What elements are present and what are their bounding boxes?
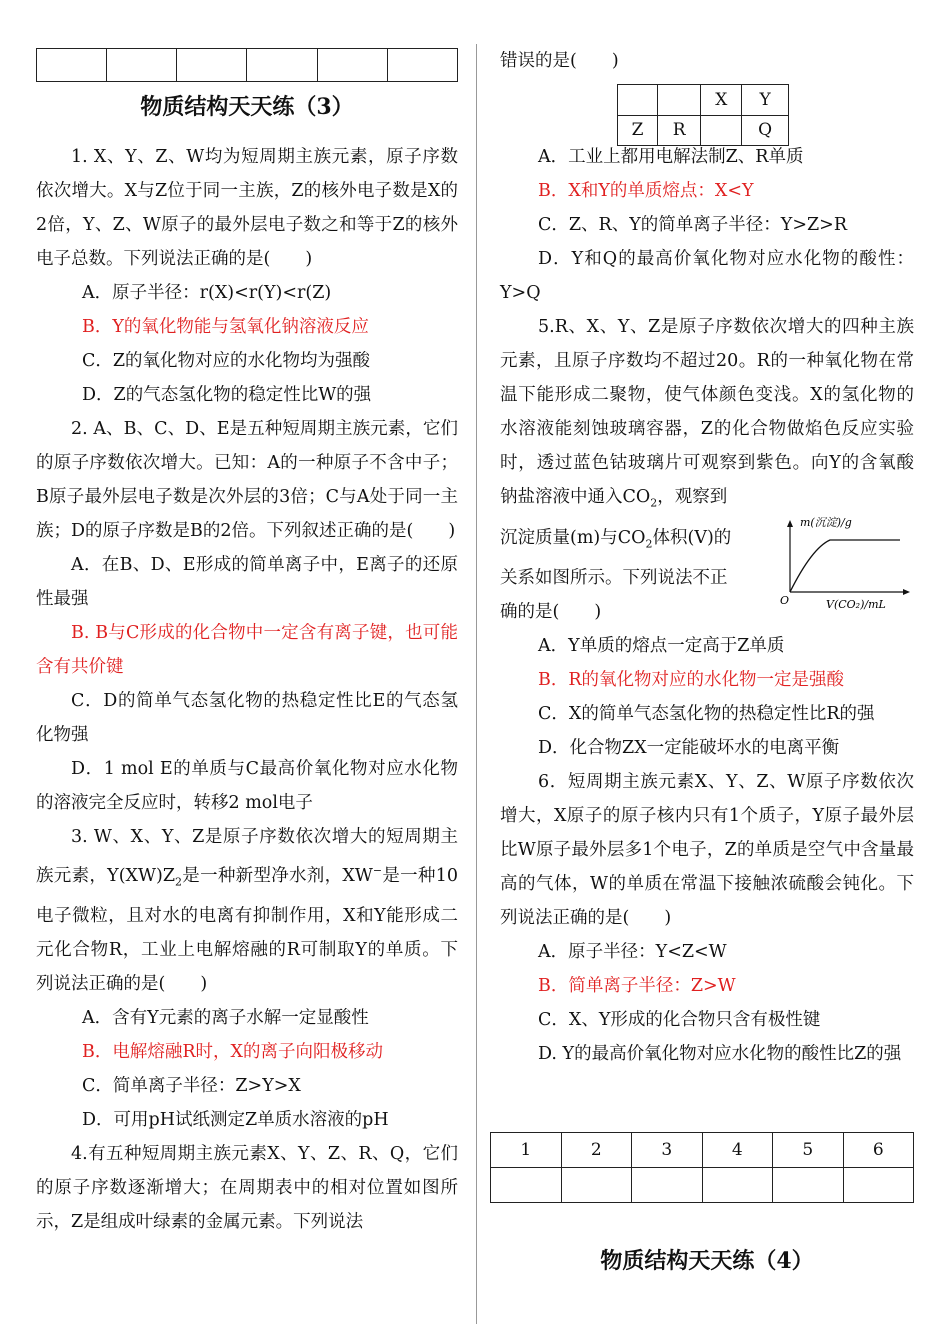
q4-option-d: D．Y和Q的最高价氧化物对应水化物的酸性：Y>Q: [500, 249, 914, 303]
q5-option-a: A．Y单质的熔点一定高于Z单质: [538, 636, 785, 656]
table-cell: Y: [742, 85, 789, 116]
q1-stem: 1. X、Y、Z、W均为短周期主族元素，原子序数依次增大。X与Z位于同一主族，Z的核外电子数是X的2倍，Y、Z、W原子的最外层电子数之和等于Z的核外电子总数。下列说法正确的是( ): [36, 147, 458, 269]
graph-y-label: m(沉淀)/g: [800, 516, 852, 529]
curve: [790, 540, 900, 592]
graph-x-label: V(CO₂)/mL: [826, 598, 886, 611]
table-cell: R: [658, 115, 701, 146]
q5-stem-part: 沉淀质量(m)与CO: [500, 527, 646, 548]
answer-cell[interactable]: [632, 1168, 703, 1203]
q3-stem-part: 是一种10电子微粒，且对水的电离有抑制作用，X和Y能形成二元化合物R，工业上电解熔融的R可制取Y的单质。下列说法正确的是( ): [36, 865, 458, 995]
grid-cell[interactable]: [107, 49, 177, 82]
table-cell: [658, 85, 701, 116]
q2-option-d: D．1 mol E的单质与C最高价氧化物对应水化物的溶液完全反应时，转移2 mol电子: [36, 759, 458, 813]
q3-stem-part: 3. W、X、Y、Z是原子序数依次增大的短周期主族元素，Y(XW)Z: [36, 827, 458, 886]
answer-cell[interactable]: [702, 1168, 773, 1203]
q6-option-d: D. Y的最高价氧化物对应水化物的酸性比Z的强: [538, 1044, 902, 1064]
q5-stem-part: 体积(V)的: [652, 527, 732, 548]
q3-subscript: 2: [174, 875, 182, 889]
section-title-4: 物质结构天天练（4）: [600, 1248, 814, 1274]
grid-cell[interactable]: [37, 49, 107, 82]
graph-svg: [778, 512, 914, 612]
answer-cell[interactable]: [561, 1168, 632, 1203]
answer-table: [490, 1132, 914, 1203]
q2-option-b: B. B与C形成的化合物中一定含有离子键，也可能含有共价键: [36, 623, 458, 677]
q5-option-d: D．化合物ZX一定能破坏水的电离平衡: [538, 738, 840, 758]
q2-option-c: C．D的简单气态氢化物的热稳定性比E的气态氢化物强: [36, 691, 458, 745]
q5-stem-line: [500, 521, 770, 562]
grid-cell[interactable]: [247, 49, 317, 82]
section-title-3: 物质结构天天练（3）: [140, 94, 354, 120]
q3-stem-part: 是一种新型净水剂，XW: [181, 865, 373, 886]
q3-option-a: A．含有Y元素的离子水解一定显酸性: [82, 1008, 369, 1029]
answer-cell[interactable]: [843, 1168, 914, 1203]
q1-option-d: D．Z的气态氢化物的稳定性比W的强: [82, 385, 372, 405]
q5-stem-line: 确的是( ): [500, 602, 602, 622]
q2-option-a: A．在B、D、E形成的简单离子中，E离子的还原性最强: [36, 555, 458, 609]
q5-stem: [500, 310, 914, 521]
q3-stem: [36, 820, 458, 1001]
column-divider: [476, 44, 477, 1324]
answer-header: 1: [491, 1133, 562, 1168]
answer-cell[interactable]: [773, 1168, 844, 1203]
q1-option-a: A．原子半径：r(X)<r(Y)<r(Z): [82, 283, 332, 303]
q5-subscript: 2: [650, 496, 658, 510]
q5-stem-wrap: [500, 521, 770, 630]
grid-cell[interactable]: [387, 49, 457, 82]
answer-header: 4: [702, 1133, 773, 1168]
q4-stem-right: 错误的是( ): [500, 51, 619, 71]
answer-header: 2: [561, 1133, 632, 1168]
answer-header: 3: [632, 1133, 703, 1168]
q6-option-c: C．X、Y形成的化合物只含有极性键: [538, 1010, 821, 1030]
q4-option-c: C．Z、R、Y的简单离子半径：Y>Z>R: [538, 215, 847, 235]
table-cell: [618, 85, 658, 116]
q1-option-c: C．Z的氧化物对应的水化物均为强酸: [82, 351, 371, 371]
q6-option-a: A．原子半径：Y<Z<W: [538, 942, 727, 962]
table-cell: Q: [742, 115, 789, 146]
q4-stem-left: 4.有五种短周期主族元素X、Y、Z、R、Q，它们的原子序数逐渐增大；在周期表中的相对位置如图所示，Z是组成叶绿素的金属元素。下列说法: [36, 1144, 458, 1233]
q4-option-b: B．X和Y的单质熔点：X<Y: [538, 181, 754, 201]
q5-subscript: 2: [645, 537, 653, 550]
q3-option-c: C．简单离子半径：Z>Y>X: [82, 1076, 301, 1097]
y-axis-arrow: [787, 520, 793, 527]
table-cell: Z: [618, 115, 658, 146]
q5-option-c: C．X的简单气态氢化物的热稳定性比R的强: [538, 704, 875, 724]
q6-stem: 6．短周期主族元素X、Y、Z、W原子序数依次增大，X原子的原子核内只有1个质子，Y原子最外层比W原子最外层多1个电子，Z的单质是空气中含量最高的气体，W的单质在常温下接触浓硫酸会钝化。下列说法正确的是( ): [500, 772, 914, 928]
q1-option-b: B．Y的氧化物能与氢氧化钠溶液反应: [82, 317, 369, 337]
q5-stem-part: 5.R、X、Y、Z是原子序数依次增大的四种主族元素，且原子序数均不超过20。R的一种氧化物在常温下能形成二聚物，使气体颜色变浅。X的氢化物的水溶液能刻蚀玻璃容器，Z的化合物做焰色反应实验时，透过蓝色钴玻璃片可观察到紫色。向Y的含氧酸钠盐溶液中通入CO: [500, 317, 914, 507]
q6-option-b: B．简单离子半径：Z>W: [538, 976, 736, 996]
q4-option-a: A．工业上都用电解法制Z、R单质: [538, 147, 804, 167]
grid-cell[interactable]: [177, 49, 247, 82]
q5-option-b: B．R的氧化物对应的水化物一定是强酸: [538, 670, 845, 690]
q3-superscript: −: [372, 864, 383, 877]
q3-option-b: B．电解熔融R时，X的离子向阳极移动: [82, 1042, 383, 1063]
graph-origin: O: [780, 594, 790, 607]
answer-cell[interactable]: [491, 1168, 562, 1203]
answer-header: 5: [773, 1133, 844, 1168]
q5-stem-part: ，观察到: [657, 487, 728, 507]
x-axis-arrow: [903, 589, 910, 595]
question-flow-left: [36, 140, 458, 1239]
q3-option-d: D．可用pH试纸测定Z单质水溶液的pH: [82, 1110, 389, 1131]
top-answer-grid: [36, 48, 458, 82]
q2-stem: 2. A、B、C、D、E是五种短周期主族元素，它们的原子序数依次增大。已知：A的一种原子不含中子；B原子最外层电子数是次外层的3倍；C与A处于同一主族；D的原子序数是B的2倍。下列叙述正确的是( ): [36, 419, 458, 541]
precipitate-graph: [778, 512, 914, 612]
q5-stem-line: 关系如图所示。下列说法不正: [500, 568, 728, 588]
periodic-position-table: [617, 84, 789, 146]
grid-cell[interactable]: [317, 49, 387, 82]
answer-header: 6: [843, 1133, 914, 1168]
table-cell: X: [701, 85, 742, 116]
